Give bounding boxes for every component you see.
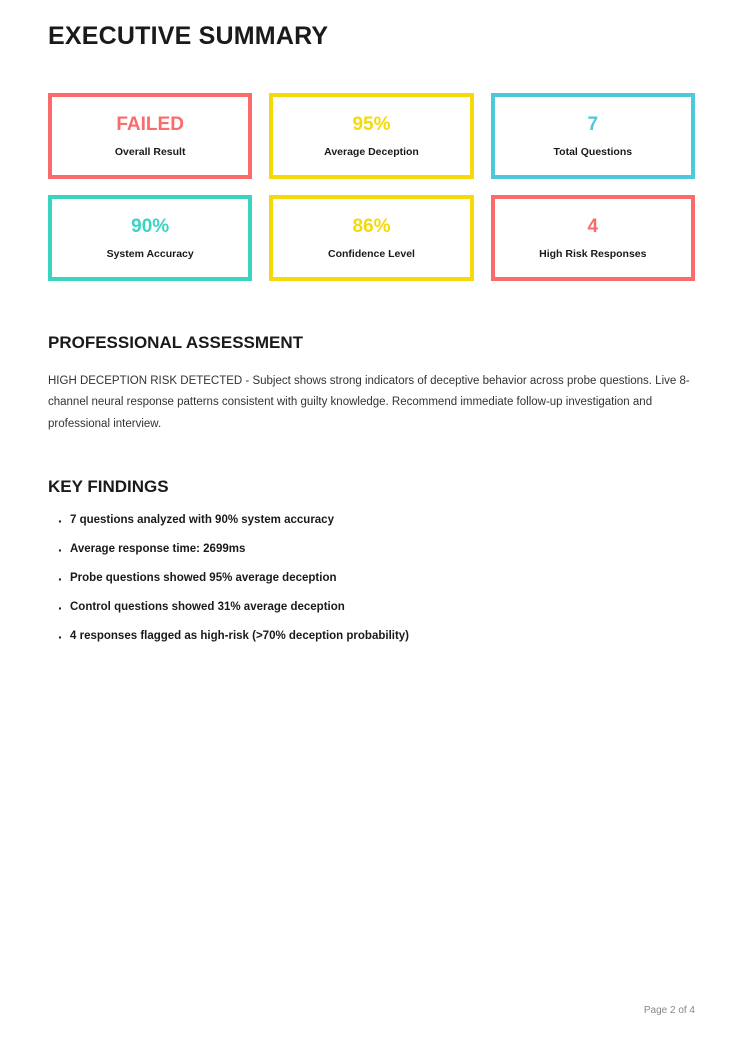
list-item: · Probe questions showed 95% average deception: [48, 571, 695, 586]
stat-card-high-risk-responses: [491, 195, 695, 281]
findings-list: [48, 513, 695, 644]
stat-label: Confidence Level: [328, 247, 415, 260]
page-title: EXECUTIVE SUMMARY: [48, 22, 329, 50]
list-item: · Average response time: 2699ms: [48, 542, 695, 557]
stat-label: Total Questions: [553, 145, 633, 158]
professional-assessment-section: [48, 333, 695, 435]
assessment-heading: PROFESSIONAL ASSESSMENT: [48, 333, 304, 352]
stat-label: Average Deception: [324, 145, 419, 158]
stat-value: 95%: [352, 113, 391, 135]
list-item: · Control questions showed 31% average deception: [48, 600, 695, 615]
stat-label: System Accuracy: [106, 247, 194, 260]
assessment-body: HIGH DECEPTION RISK DETECTED - Subject shows strong indicators of deceptive behavior across probe questions. Live 8-channel neural response patterns consistent with guilty knowledge. Recommend immediate follow-up investigation and professional interview.: [48, 375, 690, 430]
list-item: · 4 responses flagged as high-risk (>70% deception probability): [48, 629, 695, 644]
page-footer: Page 2 of 4: [643, 1005, 695, 1016]
stat-card-confidence-level: [269, 195, 473, 281]
stat-card-grid: [48, 93, 695, 281]
stat-value: 7: [587, 113, 599, 135]
stat-label: Overall Result: [114, 145, 186, 158]
stat-value: 90%: [131, 215, 170, 237]
stat-label: High Risk Responses: [539, 247, 647, 260]
stat-value: FAILED: [116, 113, 184, 135]
list-item: · 7 questions analyzed with 90% system accuracy: [48, 513, 695, 528]
stat-card-system-accuracy: [48, 195, 252, 281]
findings-heading: KEY FINDINGS: [48, 476, 169, 496]
stat-card-total-questions: [491, 93, 695, 179]
stat-value: 86%: [352, 215, 391, 237]
stat-card-average-deception: [269, 93, 473, 179]
stat-card-overall-result: [48, 93, 252, 179]
stat-value: 4: [587, 215, 599, 237]
key-findings-section: [48, 477, 695, 644]
